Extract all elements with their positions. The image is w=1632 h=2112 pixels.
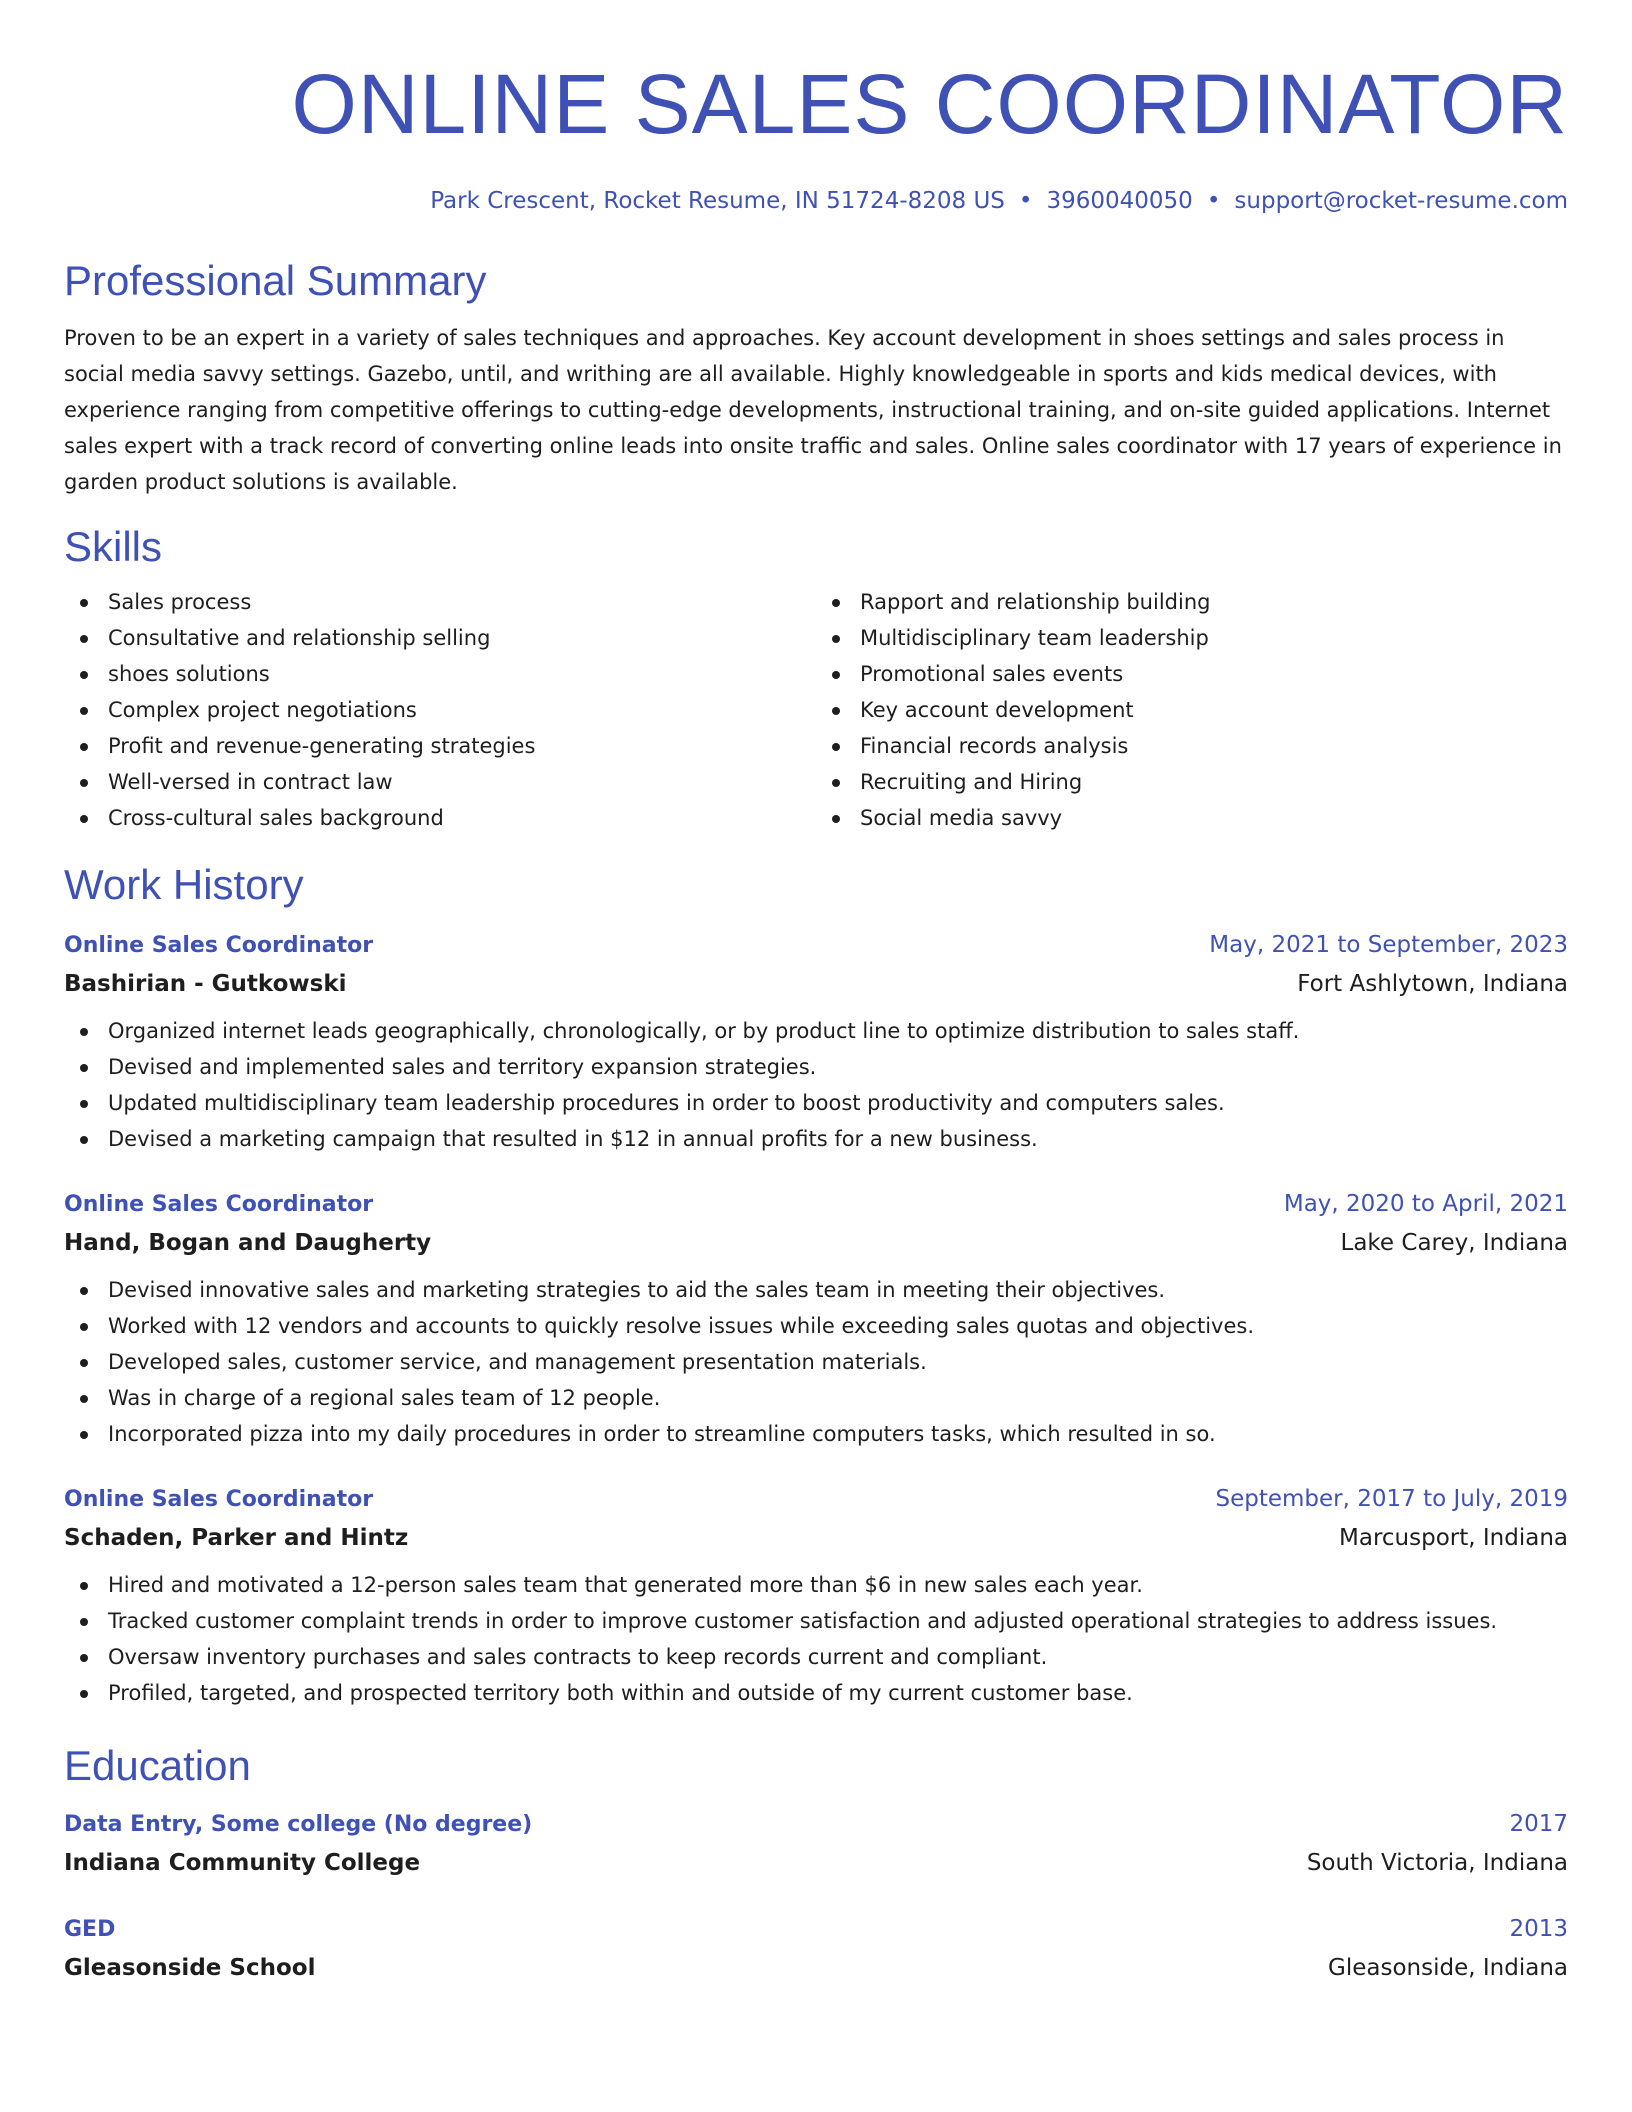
education-location: South Victoria, Indiana [1306, 1850, 1568, 1876]
job-bullets [64, 1567, 1568, 1711]
job-bullet: Oversaw inventory purchases and sales contracts to keep records current and compliant. [64, 1639, 1568, 1675]
contact-address: Park Crescent, Rocket Resume, IN 51724-8208 US [430, 188, 1005, 214]
job-bullet: Incorporated pizza into my daily procedures in order to streamline computers tasks, which resulted in so. [64, 1416, 1568, 1452]
skill-item: Well-versed in contract law [64, 764, 816, 800]
skill-item: Key account development [816, 692, 1568, 728]
skill-item: Promotional sales events [816, 656, 1568, 692]
job-bullets [64, 1013, 1568, 1157]
job-dates: May, 2021 to September, 2023 [1209, 932, 1568, 958]
skill-item: Complex project negotiations [64, 692, 816, 728]
job-company: Bashirian - Gutkowski [64, 971, 347, 997]
job-entry [64, 926, 1568, 1157]
skill-item: Multidisciplinary team leadership [816, 620, 1568, 656]
skill-item: Rapport and relationship building [816, 584, 1568, 620]
education-year: 2013 [1509, 1916, 1568, 1942]
skills-grid [64, 584, 1568, 836]
contact-email: support@rocket-resume.com [1234, 188, 1568, 214]
skill-item: Cross-cultural sales background [64, 800, 816, 836]
education-location: Gleasonside, Indiana [1328, 1955, 1568, 1981]
job-bullet: Organized internet leads geographically, chronologically, or by product line to optimize distribution to sales staff. [64, 1013, 1568, 1049]
job-title: Online Sales Coordinator [64, 1192, 374, 1217]
section-heading-skills: Skills [64, 523, 163, 570]
job-bullet: Devised a marketing campaign that resulted in $12 in annual profits for a new business. [64, 1121, 1568, 1157]
skill-item: Recruiting and Hiring [816, 764, 1568, 800]
job-dates: September, 2017 to July, 2019 [1215, 1486, 1568, 1512]
job-bullets [64, 1272, 1568, 1452]
education-degree: GED [64, 1917, 116, 1942]
work-history-section [64, 860, 1568, 1711]
job-company: Hand, Bogan and Daugherty [64, 1230, 432, 1256]
job-location: Marcusport, Indiana [1339, 1525, 1568, 1551]
skill-item: Profit and revenue-generating strategies [64, 728, 816, 764]
contact-separator: • [1018, 188, 1033, 214]
skill-item: Social media savvy [816, 800, 1568, 836]
skills-section [64, 522, 1568, 836]
summary-text: Proven to be an expert in a variety of sales techniques and approaches. Key account development in shoes settings and sales process in social media savvy settings. Gazebo, until, and writhing are all available. Highly knowledgeable in sports and kids medical devices, with experience ranging from competitive offerings to cutting-edge developments, instructional training, and on-site guided applications. Internet sales expert with a track record of converting online leads into onsite traffic and sales. Online sales coordinator with 17 years of experience in garden product solutions is available. [64, 326, 1562, 494]
job-bullet: Was in charge of a regional sales team of 12 people. [64, 1380, 1568, 1416]
education-section [64, 1741, 1568, 1987]
skills-column-right [816, 584, 1568, 836]
job-title: Online Sales Coordinator [64, 933, 374, 958]
education-school: Gleasonside School [64, 1955, 316, 1981]
section-heading-education: Education [64, 1742, 251, 1789]
job-bullet: Hired and motivated a 12-person sales team that generated more than $6 in new sales each year. [64, 1567, 1568, 1603]
skill-item: Consultative and relationship selling [64, 620, 816, 656]
job-dates: May, 2020 to April, 2021 [1283, 1191, 1568, 1217]
job-bullet: Worked with 12 vendors and accounts to quickly resolve issues while exceeding sales quotas and objectives. [64, 1308, 1568, 1344]
skill-item: Financial records analysis [816, 728, 1568, 764]
job-bullet: Tracked customer complaint trends in order to improve customer satisfaction and adjusted operational strategies to address issues. [64, 1603, 1568, 1639]
section-heading-work-history: Work History [64, 861, 304, 908]
job-title: ONLINE SALES COORDINATOR [291, 57, 1568, 151]
job-bullet: Devised and implemented sales and territory expansion strategies. [64, 1049, 1568, 1085]
education-school: Indiana Community College [64, 1850, 421, 1876]
job-bullet: Profiled, targeted, and prospected territory both within and outside of my current customer base. [64, 1675, 1568, 1711]
job-title: Online Sales Coordinator [64, 1487, 374, 1512]
job-bullet: Devised innovative sales and marketing strategies to aid the sales team in meeting their objectives. [64, 1272, 1568, 1308]
contact-phone: 3960040050 [1046, 188, 1193, 214]
job-entry [64, 1185, 1568, 1452]
job-location: Lake Carey, Indiana [1340, 1230, 1568, 1256]
section-heading-summary: Professional Summary [64, 257, 487, 304]
job-bullet: Developed sales, customer service, and management presentation materials. [64, 1344, 1568, 1380]
job-company: Schaden, Parker and Hintz [64, 1525, 409, 1551]
contact-line [64, 186, 1568, 216]
job-location: Fort Ashlytown, Indiana [1297, 971, 1568, 997]
job-entry [64, 1480, 1568, 1711]
skill-item: shoes solutions [64, 656, 816, 692]
resume-header [64, 0, 1568, 216]
skill-item: Sales process [64, 584, 816, 620]
skills-column-left [64, 584, 816, 836]
contact-separator: • [1206, 188, 1221, 214]
education-year: 2017 [1509, 1811, 1568, 1837]
job-bullet: Updated multidisciplinary team leadership procedures in order to boost productivity and computers sales. [64, 1085, 1568, 1121]
education-entry [64, 1910, 1568, 1987]
education-degree: Data Entry, Some college (No degree) [64, 1812, 533, 1837]
education-entry [64, 1805, 1568, 1882]
professional-summary-section [64, 256, 1568, 500]
